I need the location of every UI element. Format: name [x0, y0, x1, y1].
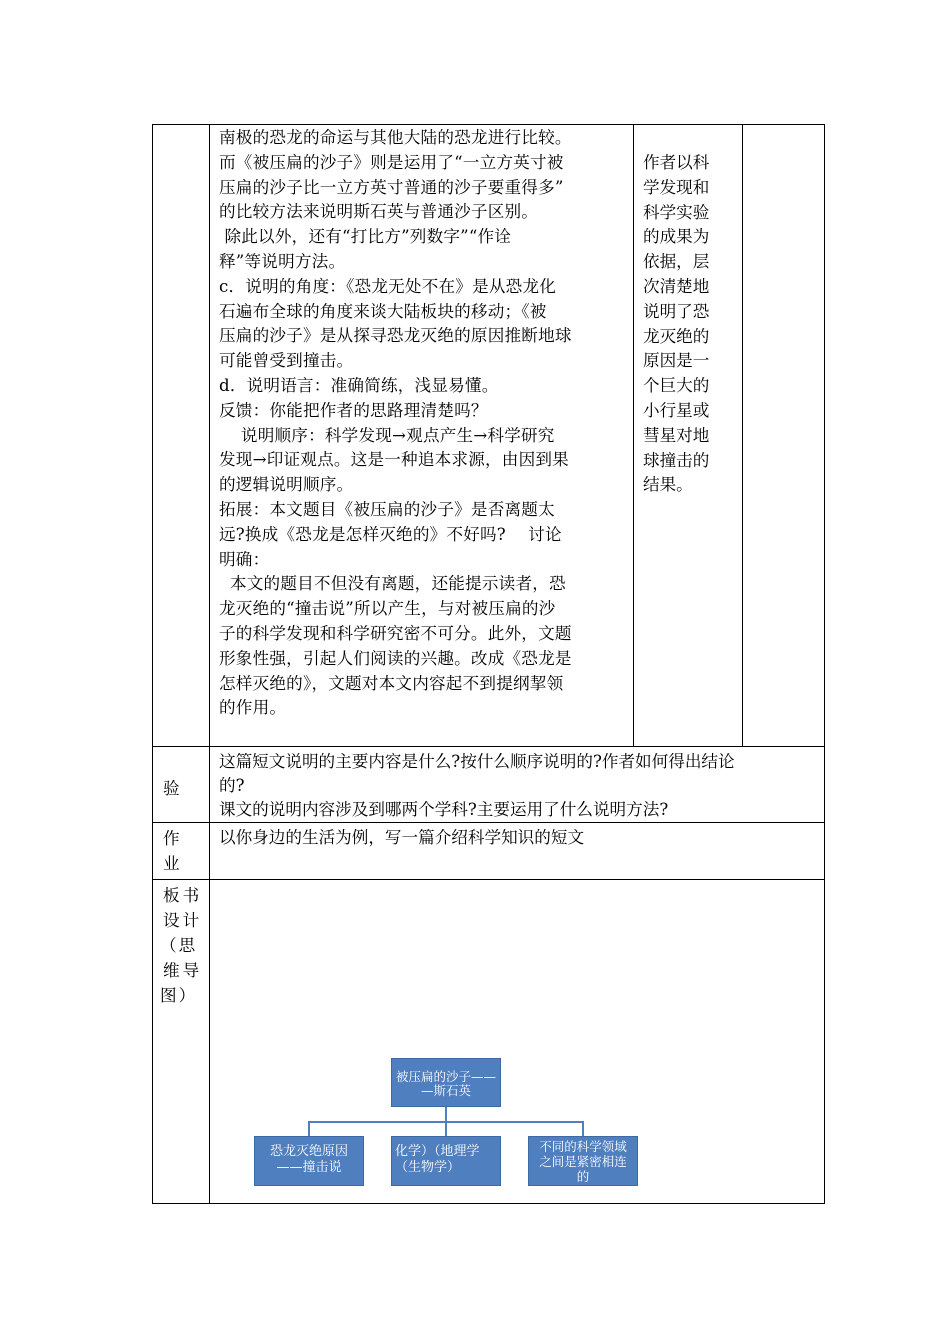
content-line: 明确： [219, 549, 270, 569]
note-line: 彗星对地 [643, 425, 710, 445]
content-line: 远?换成《恐龙是怎样灭绝的》不好吗? 讨论 [219, 524, 562, 544]
content-line: 释”等说明方法。 [219, 251, 346, 271]
design-intent-note [643, 151, 733, 498]
note-line: 的成果为 [643, 227, 710, 247]
note-line: 次清楚地 [643, 276, 710, 296]
content-line: 的比较方法来说明斯石英与普通沙子区别。 [219, 202, 539, 222]
content-line: 说明顺序：科学发现→观点产生→科学研究 [219, 425, 555, 445]
mindmap-child3-line-1: 不同的科学领域 [539, 1139, 627, 1154]
content-line: 可能曾受到撞击。 [219, 351, 354, 371]
note-line: 龙灭绝的 [643, 326, 710, 346]
mindmap-connector-middle [445, 1121, 447, 1137]
content-line: 的逻辑说明顺序。 [219, 475, 354, 495]
content-line: 发现→印证观点。这是一种追本求源，由因到果 [219, 450, 569, 470]
note-line: 学发现和 [643, 177, 710, 197]
content-line: 龙灭绝的“撞击说”所以产生，与对被压扁的沙 [219, 599, 556, 619]
row-divider-2 [152, 822, 825, 823]
mindmap-root-line-1: 被压扁的沙子—— [395, 1069, 496, 1084]
content-line: c．说明的角度：《恐龙无处不在》是从恐龙化 [219, 276, 557, 296]
mindmap-child3-line-2: 之间是紧密相连 [539, 1154, 627, 1169]
note-line: 说明了恐 [643, 301, 710, 321]
homework-label-1: 作 [163, 829, 180, 848]
mindmap-child1-line-1: 恐龙灭绝原因 [269, 1144, 348, 1159]
mindmap-child2-line-1: 化学）（地理学 [395, 1144, 480, 1159]
board-label-4: 维导 [163, 961, 203, 980]
content-line: 除此以外，还有“打比方”列数字”“作诠 [219, 227, 512, 247]
content-line: 拓展：本文题目《被压扁的沙子》是否离题太 [219, 499, 555, 519]
content-line: 南极的恐龙的命运与其他大陆的恐龙进行比较。 [219, 128, 572, 147]
note-line: 小行星或 [643, 400, 710, 420]
label-column-divider [209, 124, 210, 1204]
content-line: 压扁的沙子比一立方英寸普通的沙子要重得多” [219, 177, 564, 197]
mindmap-child1-line-2: ——撞击说 [276, 1160, 342, 1175]
check-question-1-cont: 的? [219, 776, 245, 795]
mindmap-child-subjects [391, 1136, 501, 1186]
content-line: 的作用。 [219, 698, 287, 718]
mindmap-child3-line-3: 的 [576, 1169, 590, 1184]
content-line: 本文的题目不但没有离题，还能提示读者，恐 [219, 574, 566, 594]
mindmap-root [391, 1058, 501, 1107]
note-line: 球撞击的 [643, 450, 710, 470]
mindmap-connector-right [582, 1121, 584, 1137]
teaching-content [219, 126, 625, 721]
board-label-3: （思 [160, 936, 198, 955]
check-question-1: 这篇短文说明的主要内容是什么?按什么顺序说明的?作者如何得出结论 [219, 752, 735, 771]
row-divider-1 [152, 746, 825, 747]
row-divider-3 [152, 879, 825, 880]
content-line: 子的科学发现和科学研究密不可分。此外，文题 [219, 623, 572, 643]
content-line: 而《被压扁的沙子》则是运用了“一立方英寸被 [219, 152, 564, 172]
content-line: 压扁的沙子》是从探寻恐龙灭绝的原因推断地球 [219, 326, 572, 346]
mindmap-root-line-2: —斯石英 [420, 1083, 471, 1098]
content-line: 怎样灭绝的》，文题对本文内容起不到提纲挈领 [219, 673, 564, 693]
board-label-1: 板书 [163, 886, 203, 905]
mindmap-connector-left [308, 1121, 310, 1137]
note-line: 结果。 [643, 475, 693, 495]
note-line: 作者以科 [643, 153, 710, 172]
content-line: 石遍布全球的角度来谈大陆板块的移动；《被 [219, 301, 547, 321]
mindmap-child-connection [528, 1136, 638, 1186]
mindmap-child-extinction [254, 1136, 364, 1186]
notes-column-divider [633, 124, 634, 746]
content-line: 形象性强，引起人们阅读的兴趣。改成《恐龙是 [219, 648, 572, 668]
check-label: 验 [163, 779, 180, 798]
content-line: 反馈：你能把作者的思路理清楚吗？ [219, 400, 488, 420]
mindmap-child2-line-2: （生物学） [395, 1160, 461, 1175]
board-label-2: 设计 [163, 911, 203, 930]
note-line: 原因是一 [643, 351, 710, 371]
check-question-2: 课文的说明内容涉及到哪两个学科?主要运用了什么说明方法? [219, 800, 669, 819]
content-line: d．说明语言：准确简练，浅显易懂。 [219, 375, 499, 395]
board-label-5: 图） [160, 986, 198, 1005]
homework-text: 以你身边的生活为例，写一篇介绍科学知识的短文 [219, 828, 585, 847]
extra-column-divider [742, 124, 743, 746]
note-line: 个巨大的 [643, 376, 710, 396]
note-line: 科学实验 [643, 202, 710, 222]
note-line: 依据，层 [643, 252, 710, 272]
homework-label-2: 业 [163, 854, 180, 873]
